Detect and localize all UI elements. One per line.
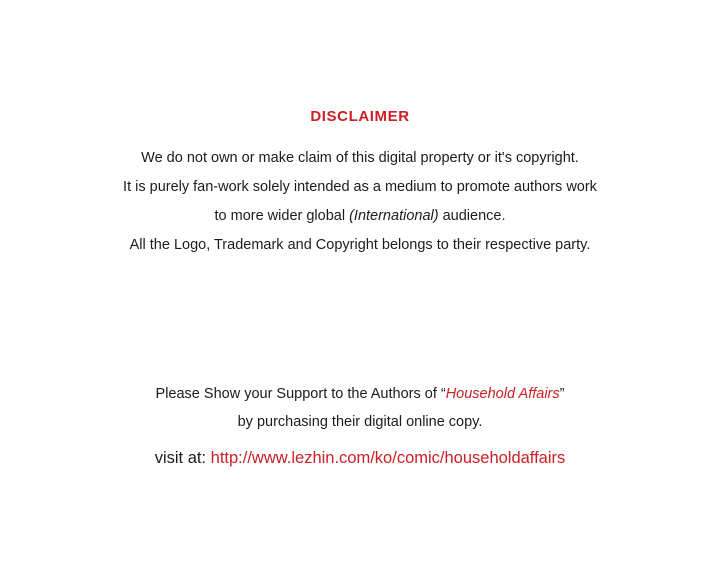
comic-url-link[interactable]: http://www.lezhin.com/ko/comic/householdaffairs [210,449,566,467]
disclaimer-section [0,108,720,260]
disclaimer-line-3-suffix: audience. [438,208,506,224]
disclaimer-text-line-2: It is purely fan-work solely intended as a medium to promote authors work [123,179,597,195]
disclaimer-line-3-italic: (International) [349,208,439,224]
support-line-1-prefix: Please Show your Support to the Authors of “ [155,386,446,402]
visit-label: visit at: [154,449,211,467]
support-text-line-2: by purchasing their digital online copy. [237,414,483,430]
support-section [0,380,720,468]
disclaimer-text-line-1: We do not own or make claim of this digital property or it's copyright. [141,150,579,166]
disclaimer-heading: DISCLAIMER [310,108,410,125]
support-line-1-suffix: ” [559,386,565,402]
work-title: Household Affairs [445,386,560,402]
disclaimer-text-line-3 [0,202,720,231]
support-text-line-1 [0,380,720,408]
disclaimer-text-line-4: All the Logo, Trademark and Copyright belongs to their respective party. [129,237,591,253]
visit-line [0,449,720,468]
disclaimer-line-3-prefix: to more wider global [214,208,350,224]
